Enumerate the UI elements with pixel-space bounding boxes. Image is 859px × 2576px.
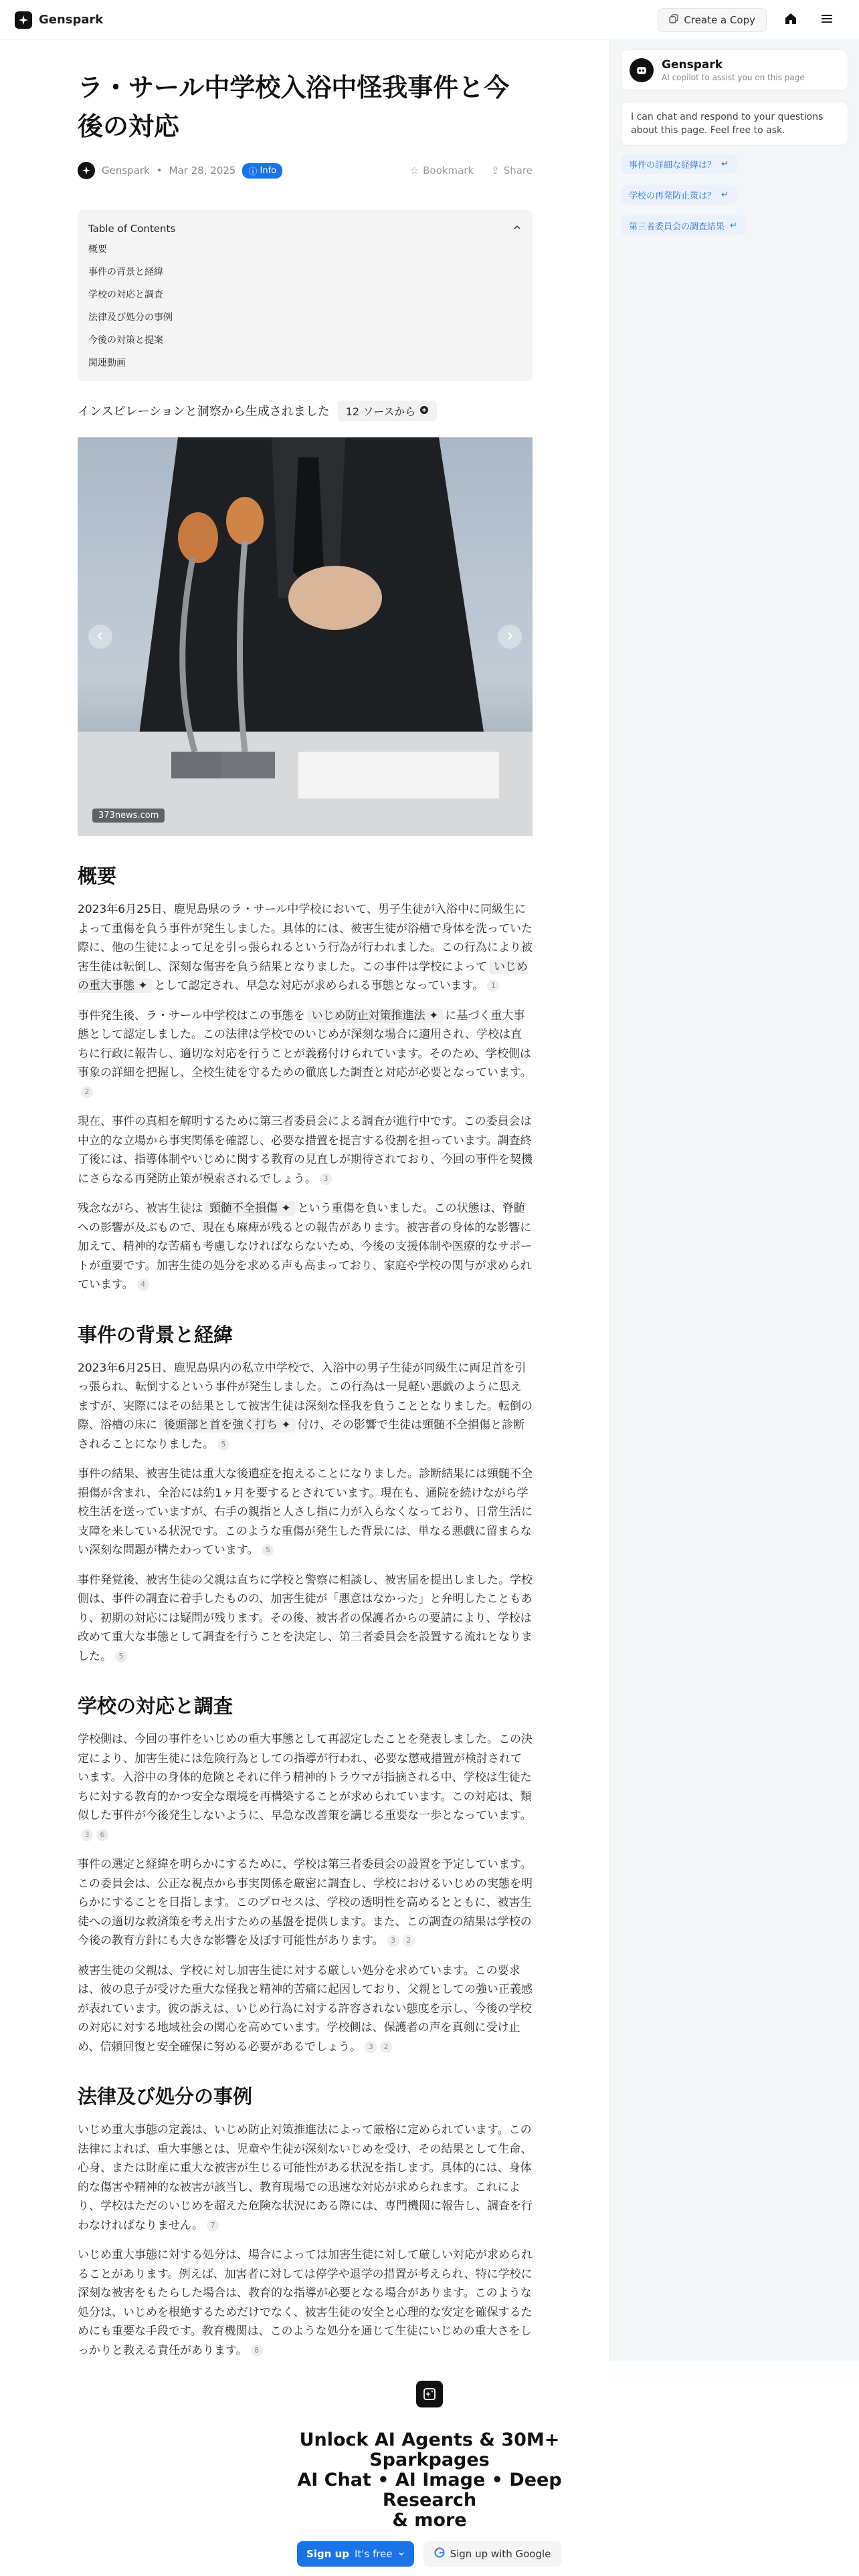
paragraph-text: 被害生徒の父親は、学校に対し加害生徒に対する厳しい処分を求めています。この要求は、彼の息子が受けた重大な怪我と精神的苦痛に起因しており、父親としての強い正義感が表れています。彼の訴えは、いじめ行為に対する許容されない態度を示し、今後の学校の対応に対する地域社会の関心を高めています。学校側は、保護者の声を真剣に受け止め、信頼回復と安全確保に努める必要があるでしょう。	[78, 1963, 533, 2054]
article-sections	[78, 863, 533, 2360]
citation-badge[interactable]: 5	[217, 1438, 229, 1451]
copilot-card	[621, 49, 848, 91]
spark-icon: ✦	[278, 1418, 291, 1432]
signup-free-label: It's free	[355, 2548, 393, 2560]
section-paragraph	[78, 1855, 533, 1951]
signup-button[interactable]	[297, 2541, 414, 2567]
copilot-sidebar	[609, 40, 859, 2576]
star-icon: ☆	[409, 165, 419, 177]
hero-image	[78, 437, 533, 836]
keyword-chip-label: 頸髄不全損傷	[209, 1202, 278, 1215]
paragraph-text: 2023年6月25日、鹿児島県内の私立中学校で、入浴中の男子生徒が同級生に両足首を引っ張られ、転倒するという事件が発生しました。この行為は一見軽い悪戯のように思えますが、実際にはその結果として被害生徒は深刻な怪我を負うこととなりました。転倒の際、浴槽の床に	[78, 1361, 533, 1432]
section-heading: 学校の対応と調査	[78, 1695, 233, 1717]
section-paragraph	[78, 2246, 533, 2360]
sources-chip[interactable]	[338, 401, 438, 421]
paragraph-text: 事件の結果、被害生徒は重大な後遺症を抱えることになりました。診断結果には頸髄不全損傷が含まれ、全治には約1ヶ月を要するとされています。現在も、通院を続けながら学校生活を送っていますが、右手の親指と人さし指に力が入らなくなっており、日常生活に支障を来している状況です。このような重傷が発生した背景には、単なる悪戯に留まらない深刻な問題が構たわっています。	[78, 1467, 533, 1557]
toc-item[interactable]: 法律及び処分の事例	[88, 312, 173, 323]
google-icon	[434, 2547, 445, 2561]
share-icon: ⇪	[491, 165, 500, 177]
section-paragraph	[78, 1465, 533, 1560]
citation-badge[interactable]: 7	[207, 2220, 219, 2232]
share-label: Share	[503, 165, 533, 177]
overlay-title-line: & more	[392, 2510, 467, 2531]
copilot-greeting: I can chat and respond to your questions about this page. Feel free to ask.	[621, 102, 848, 146]
table-of-contents	[78, 210, 533, 381]
paragraph-text: 現在、事件の真相を解明するために第三者委員会による調査が進行中です。この委員会は中立的な立場から事実関係を確認し、必要な措置を提言する役割を担っています。調査終了後には、指導体制やいじめに関する教育の見直しが期待されており、今回の事件を契機にさらなる再発防止策が模索されるでしょう。	[78, 1115, 533, 1186]
menu-icon	[820, 11, 834, 29]
toc-title: Table of Contents	[88, 223, 176, 235]
paragraph-text: 事件発生後、ラ・サール中学校はこの事態を	[78, 1008, 305, 1023]
citation-badge[interactable]: 2	[380, 2041, 392, 2053]
article	[78, 68, 533, 2360]
signup-label: Sign up	[306, 2548, 349, 2560]
keyword-chip[interactable]	[159, 1418, 296, 1432]
paragraph-text: いじめ重大事態の定義は、いじめ防止対策推進法によって厳格に定められています。この法律によれば、重大事態とは、児童や生徒が深刻ないじめを受け、その結果として生命、心身、または財産に重大な被害が生じる可能性がある状況を指します。具体的には、身体的な傷害や精神的な被害が該当し、教育現場での迅速な対応が求められます。これにより、学校はただのいじめを超えた危険な状況にある際には、専門機関に報告し、調査を行わなければなりません。	[78, 2123, 533, 2232]
article-meta	[78, 160, 533, 181]
overlay-title	[262, 2430, 597, 2531]
enter-icon: ↵	[730, 220, 737, 231]
google-signup-button[interactable]	[423, 2541, 562, 2567]
spark-icon: ✦	[134, 979, 148, 992]
inspired-text: インスピレーションと洞察から生成されました	[78, 405, 330, 419]
citation-badge[interactable]: 3	[365, 2041, 377, 2053]
copilot-subtitle: AI copilot to assist you on this page	[662, 73, 805, 82]
overlay-title-line: Sparkpages	[369, 2450, 490, 2470]
main-content	[0, 40, 609, 2576]
chevron-up-icon	[512, 223, 522, 235]
enter-icon: ↵	[721, 158, 729, 169]
section-paragraph	[78, 1199, 533, 1295]
toc-item[interactable]: 今後の対策と提案	[88, 335, 163, 346]
suggestion-label: 事件の詳細な経緯は？	[629, 160, 717, 171]
citation-badge[interactable]: 1	[487, 980, 499, 992]
suggestion-label: 第三者委員会の調査結果	[629, 221, 725, 232]
suggestion-label: 学校の再発防止策は？	[629, 191, 717, 201]
paragraph-text: いじめ重大事態に対する処分は、場合によっては加害生徒に対して厳しい対応が求められることがあります。例えば、加害者に対しては停学や退学の措置が考えられ、特に学校に深刻な被害をもたらした場合は、教育的な指導が必要となる場合があります。このような処分は、いじめを根絶するためだけでなく、被害生徒の安全と心理的な安定を確保するためにも重要な手段です。教育機関は、このような処分を通じて生徒にいじめの重大さをしっかりと教える責任があります。	[78, 2248, 533, 2357]
paragraph-text: 残念ながら、被害生徒は	[78, 1202, 203, 1215]
section-paragraph	[78, 1006, 533, 1102]
paragraph-text: に基づく重大事態として認定しました。この法律は学校でのいじめが深刻な場合に適用され、学校は直ちに行政に報告し、適切な対応を行うことが義務付けられています。そのため、学校側は事象の詳細を把握し、全校生徒を守るための徹底した調査と対応が必要となっています。	[78, 1008, 532, 1079]
press-conference-image	[78, 437, 533, 836]
paragraph-text: 事件の選定と経緯を明らかにするために、学校は第三者委員会の設置を予定しています。この委員会は、公正な視点から事実関係を厳密に調査し、学校におけるいじめの実態を明らかにすることを目指します。このプロセスは、学校の透明性を高めるとともに、被害生徒への適切な救済策を考え出すための基盤を提供します。また、この調査の結果は学校の今後の教育方針にも大きな影響を及ぼす可能性があります。	[78, 1858, 533, 1947]
info-badge[interactable]	[242, 163, 282, 179]
citation-badge[interactable]: 6	[96, 1829, 108, 1841]
google-signup-label: Sign up with Google	[450, 2548, 551, 2560]
meta-separator: •	[156, 165, 163, 177]
chevron-down-icon	[398, 2548, 405, 2560]
keyword-chip[interactable]	[307, 1008, 444, 1023]
info-label: Info	[260, 165, 277, 176]
paragraph-text: 学校側は、今回の事件をいじめの重大事態として再認定したことを発表しました。この決定により、加害生徒には危険行為としての指導が行われ、必要な懲戒措置が検討されています。入浴中の身体的危険とそれに伴う精神的トラウマが指摘される中、学校は生徒たちに対する教育的かつ安全な環境を再構築することが求められています。この対応は、類似した事件が今後発生しないように、早急な改善策を講じる重要な一歩となっています。	[78, 1733, 533, 1822]
paragraph-text: という重傷を負いました。この状態は、脊髄への影響が及ぶもので、現在も麻痺が残るとの報告があります。被害者の身体的な影響に加えて、精神的な苦痛も考慮しなければならないため、今後の支援体制や医療的なサポートが重要です。加害生徒の処分を求める声も高まっており、家庭や学校の関与が求められています。	[78, 1202, 532, 1291]
toc-item[interactable]: 学校の対応と調査	[88, 290, 163, 300]
chevron-left-icon	[96, 631, 105, 643]
suggestion-chip[interactable]	[621, 215, 745, 235]
toc-item[interactable]: 事件の背景と経緯	[88, 267, 163, 278]
create-copy-label: Create a Copy	[684, 13, 755, 26]
section-paragraph	[78, 1730, 533, 1844]
page-title: ラ・サール中学校入浴中怪我事件と今後の対応	[78, 73, 510, 141]
bookmark-label: Bookmark	[423, 165, 474, 177]
home-icon	[783, 11, 798, 29]
toc-item[interactable]: 関連動画	[88, 358, 126, 368]
hero-prev-button[interactable]	[88, 625, 112, 649]
citation-badge[interactable]: 3	[320, 1173, 332, 1185]
home-button[interactable]	[779, 8, 803, 32]
citation-badge[interactable]: 2	[81, 1086, 93, 1098]
citation-badge[interactable]: 2	[403, 1935, 415, 1947]
genspark-logo-icon	[15, 11, 32, 29]
keyword-chip-label: いじめ防止対策推進法	[311, 1008, 425, 1023]
citation-badge[interactable]: 5	[115, 1650, 127, 1662]
brand[interactable]	[15, 11, 103, 29]
section-paragraph	[78, 1571, 533, 1667]
image-source-label[interactable]: 373news.com	[92, 809, 165, 823]
section-paragraph	[78, 1359, 533, 1455]
author-name: Genspark	[102, 165, 150, 177]
toc-item[interactable]: 概要	[88, 244, 107, 255]
sources-label: 12 ソースから	[345, 405, 416, 418]
section-paragraph	[78, 1112, 533, 1188]
spark-icon: ✦	[278, 1202, 291, 1215]
section-heading: 概要	[78, 865, 117, 887]
copy-icon	[669, 14, 678, 26]
section-heading: 事件の背景と経緯	[78, 1323, 233, 1346]
copilot-name: Genspark	[662, 58, 723, 72]
section-paragraph	[78, 900, 533, 996]
signup-overlay	[0, 2361, 859, 2576]
toc-header[interactable]	[88, 219, 522, 238]
suggestion-chip[interactable]	[621, 154, 737, 174]
overlay-title-line: Unlock AI Agents & 30M+	[299, 2430, 560, 2450]
info-icon: ⓘ	[248, 167, 258, 177]
citation-badge[interactable]: 8	[251, 2345, 263, 2357]
ai-sparkle-icon	[416, 2381, 443, 2407]
author-avatar	[78, 162, 95, 179]
paragraph-text: 付け、その影響で生徒は頸髄不全損傷と診断されることになりました。	[78, 1418, 524, 1451]
sources-icon	[419, 405, 429, 417]
hero-next-button[interactable]	[498, 625, 522, 649]
inspired-line	[78, 399, 533, 423]
citation-badge[interactable]: 4	[137, 1279, 149, 1291]
citation-badge[interactable]: 3	[81, 1829, 93, 1841]
section-paragraph	[78, 1961, 533, 2057]
share-button[interactable]	[491, 165, 533, 177]
copilot-avatar	[630, 58, 654, 82]
keyword-chip[interactable]	[205, 1201, 296, 1216]
bookmark-button[interactable]	[410, 165, 474, 177]
article-date: Mar 28, 2025	[169, 165, 236, 177]
spark-icon: ✦	[425, 1008, 439, 1023]
top-bar	[0, 0, 859, 40]
paragraph-text: 事件発覚後、被害生徒の父親は直ちに学校と警察に相談し、被害届を提出しました。学校側は、事件の調査に着手したものの、加害生徒が「悪意はなかった」と弁明したこともあり、初期の対応には疑問が残ります。その後、被害者の保護者からの要請により、学校は改めて重大な事態として調査を行うことを決定し、第三者委員会を設置する流れとなりました。	[78, 1573, 533, 1663]
keyword-chip-label: 後頭部と首を強く打ち	[164, 1418, 278, 1432]
menu-button[interactable]	[815, 8, 839, 32]
enter-icon: ↵	[721, 189, 729, 200]
citation-badge[interactable]: 5	[262, 1544, 274, 1556]
create-copy-button[interactable]	[658, 8, 767, 32]
suggestion-chip[interactable]	[621, 185, 737, 205]
overlay-title-line: AI Chat • AI Image • Deep Research	[297, 2470, 562, 2510]
chevron-right-icon	[505, 631, 514, 643]
keyword-chip-label: いじめの重大事態	[78, 960, 528, 992]
citation-badge[interactable]: 3	[387, 1935, 399, 1947]
section-heading: 法律及び処分の事例	[78, 2085, 253, 2108]
section-paragraph	[78, 2121, 533, 2235]
paragraph-text: として認定され、早急な対応が求められる事態となっています。	[154, 979, 484, 992]
paragraph-text: 2023年6月25日、鹿児島県のラ・サール中学校において、男子生徒が入浴中に同級生によって重傷を負う事件が発生しました。具体的には、被害生徒が浴槽で身体を洗っていた際に、他の生徒によって足を引っ張られるという行為が行われました。この行為により被害生徒は転倒し、深刻な傷害を負う結果となりました。この事件は学校によって	[78, 903, 533, 974]
brand-name: Genspark	[39, 13, 104, 27]
